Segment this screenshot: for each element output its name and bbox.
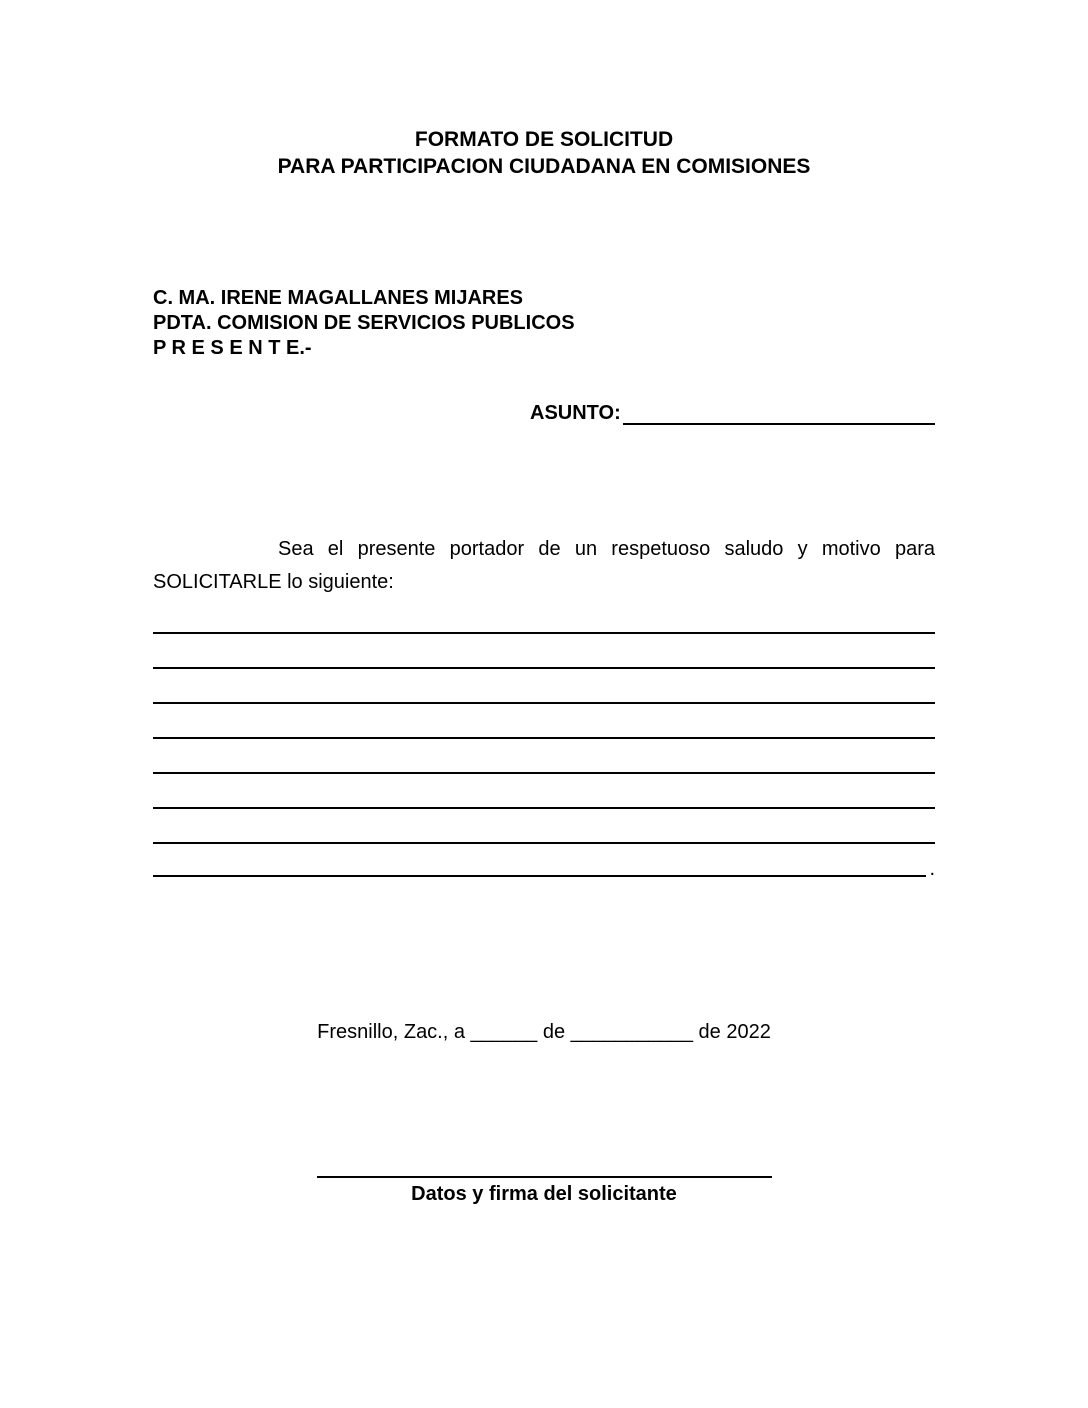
recipient-block	[153, 286, 935, 361]
writing-lines	[153, 599, 935, 880]
body-paragraph	[153, 533, 935, 599]
closing-period: .	[929, 858, 935, 880]
date-line: Fresnillo, Zac., a ______ de ___________ de 2022	[317, 1021, 771, 1043]
signature-line	[317, 1176, 772, 1178]
writing-line	[153, 634, 935, 669]
writing-line	[153, 739, 935, 774]
writing-line	[153, 704, 935, 739]
writing-line	[153, 844, 935, 880]
body-line-2: SOLICITARLE lo siguiente:	[153, 571, 394, 593]
title-line-2: PARA PARTICIPACION CIUDADANA EN COMISIONES	[277, 155, 811, 178]
recipient-presente: P R E S E N T E.-	[153, 337, 312, 359]
title-line-1: FORMATO DE SOLICITUD	[414, 128, 674, 151]
writing-line	[153, 599, 935, 634]
writing-line-rule	[153, 875, 926, 877]
body-line-1: Sea el presente portador de un respetuoso saludo y motivo para	[278, 538, 935, 560]
document-title	[153, 0, 935, 180]
writing-line	[153, 669, 935, 704]
signature-caption: Datos y firma del solicitante	[411, 1183, 677, 1205]
subject-row	[530, 401, 935, 425]
writing-line	[153, 774, 935, 809]
writing-line	[153, 809, 935, 844]
subject-blank-line	[623, 423, 935, 425]
recipient-name: C. MA. IRENE MAGALLANES MIJARES	[153, 287, 524, 309]
subject-label: ASUNTO:	[530, 402, 621, 424]
recipient-role: PDTA. COMISION DE SERVICIOS PUBLICOS	[153, 312, 575, 334]
